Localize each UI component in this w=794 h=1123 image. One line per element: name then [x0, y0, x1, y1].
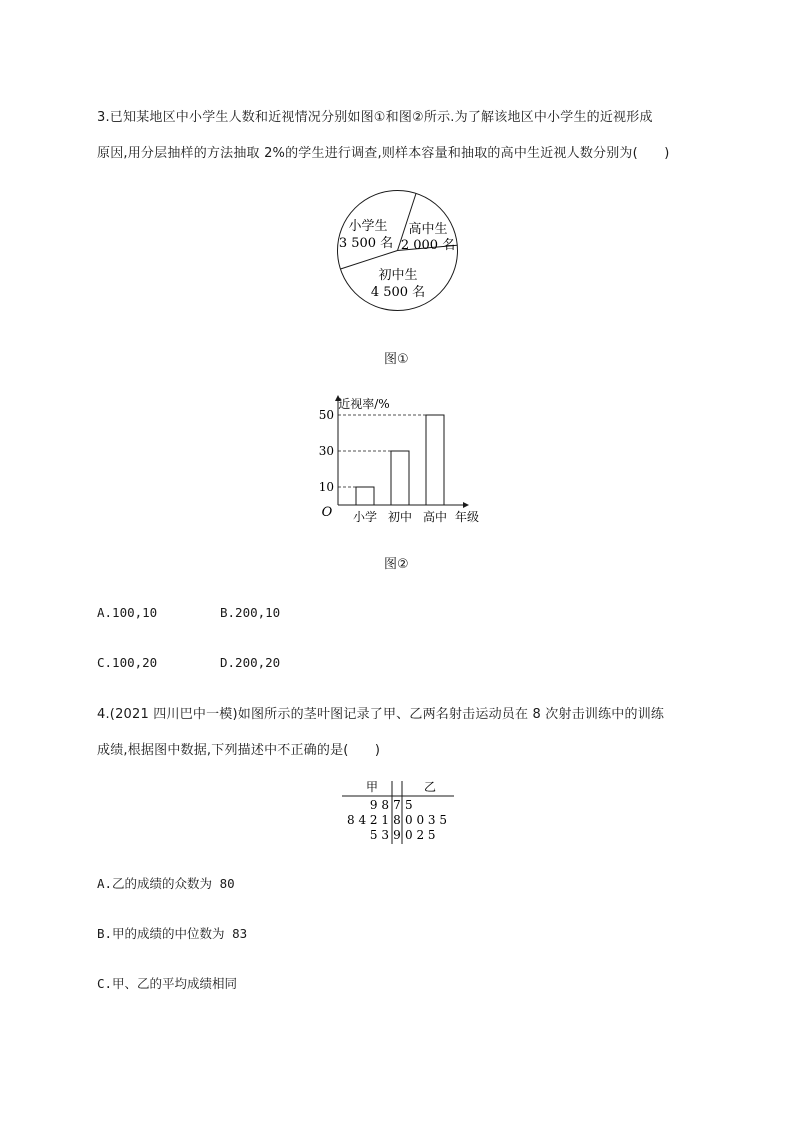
bar-初中 — [391, 451, 409, 505]
q4-option-c[interactable]: C.甲、乙的平均成绩相同 — [97, 976, 238, 991]
q4-option-b[interactable]: B.甲的成绩的中位数为 83 — [97, 926, 248, 941]
stemleaf-right-leaves: 0 0 3 5 — [405, 813, 447, 827]
pie-label-high-count: 2 000 名 — [400, 238, 456, 253]
stemleaf-left-leaves: 9 8 — [369, 798, 389, 812]
bar-高中 — [426, 415, 444, 505]
q3-stem-line1: 3.已知某地区中小学生人数和近视情况分别如图①和图②所示.为了解该地区中小学生的近视形成 — [97, 110, 653, 125]
pie-label-middle-count: 4 500 名 — [370, 285, 426, 300]
q3-option-d[interactable]: D.200,20 — [220, 655, 281, 670]
pie-label-primary-count: 3 500 名 — [338, 236, 394, 251]
stemleaf-left-header: 甲 — [365, 780, 379, 794]
q3-pie-chart — [330, 183, 465, 318]
q4-stem-leaf-plot — [338, 778, 458, 848]
q3-option-c[interactable]: C.100,20 — [97, 655, 158, 670]
q4-option-a[interactable]: A.乙的成绩的众数为 80 — [97, 876, 235, 891]
stemleaf-right-leaves: 5 — [405, 798, 413, 812]
pie-label-middle-name: 初中生 — [378, 268, 418, 283]
y-axis-label: 近视率/% — [338, 397, 390, 411]
stemleaf-left-leaves: 5 3 — [369, 828, 389, 842]
fig2-caption: 图② — [384, 557, 409, 572]
stemleaf-right-leaves: 0 2 5 — [405, 828, 436, 842]
y-tick-label: 10 — [318, 480, 334, 494]
q3-option-a[interactable]: A.100,10 — [97, 605, 158, 620]
stemleaf-stem: 9 — [393, 828, 401, 842]
y-tick-label: 50 — [318, 408, 334, 422]
x-category-label: 小学 — [352, 510, 378, 524]
fig1-caption: 图① — [384, 352, 409, 367]
pie-label-primary-name: 小学生 — [348, 219, 388, 234]
q4-stem-line2: 成绩,根据图中数据,下列描述中不正确的是( ) — [97, 743, 381, 758]
origin-label: O — [321, 505, 333, 520]
q4-stem-line1: 4.(2021 四川巴中一模)如图所示的茎叶图记录了甲、乙两名射击运动员在 8 次射击训练中的训练 — [97, 707, 665, 722]
q3-bar-chart — [310, 392, 490, 530]
x-axis-label: 年级 — [454, 510, 480, 524]
stemleaf-stem: 8 — [393, 813, 401, 827]
x-category-label: 高中 — [422, 510, 448, 524]
pie-label-high-name: 高中生 — [408, 222, 448, 237]
x-category-label: 初中 — [387, 510, 413, 524]
y-tick-label: 30 — [318, 444, 334, 458]
pie-divider-left — [341, 251, 398, 270]
q3-option-b[interactable]: B.200,10 — [220, 605, 281, 620]
q3-stem-line2: 原因,用分层抽样的方法抽取 2%的学生进行调查,则样本容量和抽取的高中生近视人数分别为( ) — [97, 146, 670, 161]
bar-小学 — [356, 487, 374, 505]
stemleaf-left-leaves: 8 4 2 1 — [347, 813, 389, 827]
stemleaf-stem: 7 — [393, 798, 401, 812]
stemleaf-right-header: 乙 — [423, 780, 437, 794]
